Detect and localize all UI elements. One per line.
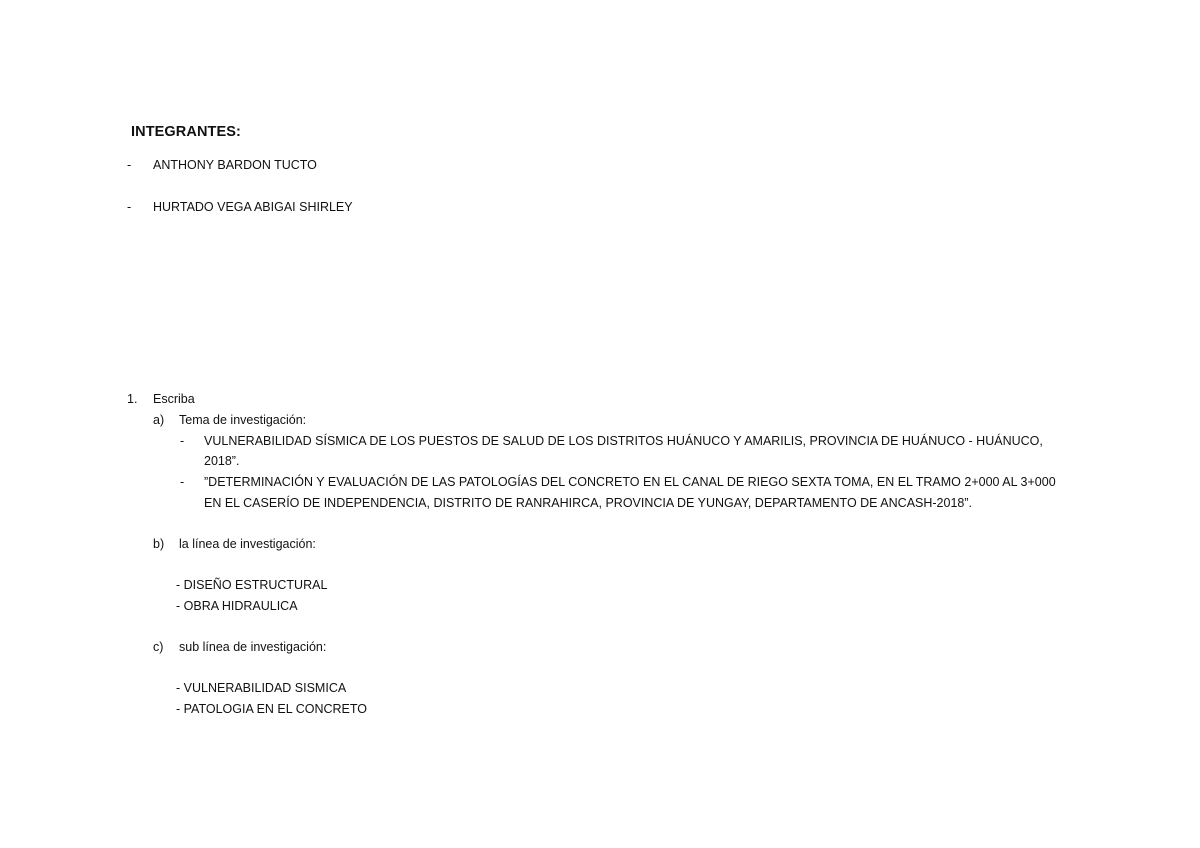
member-dash: -: [127, 158, 132, 172]
subsection-c-label: sub línea de investigación:: [179, 640, 327, 654]
topic-1-line-2: 2018”.: [204, 454, 240, 468]
subsection-b-marker: b): [153, 537, 165, 551]
topic-2-line-2: EN EL CASERÍO DE INDEPENDENCIA, DISTRITO DE RANRAHIRCA, PROVINCIA DE YUNGAY, DEPARTAMENTO DE ANCASH-2018”.: [204, 496, 972, 510]
subsection-b-label: la línea de investigación:: [179, 537, 316, 551]
sub-research-line-item: - VULNERABILIDAD SISMICA: [176, 681, 347, 695]
subsection-a-marker: a): [153, 413, 165, 427]
research-line-item: - DISEÑO ESTRUCTURAL: [176, 578, 328, 592]
topic-1-line-1: VULNERABILIDAD SÍSMICA DE LOS PUESTOS DE SALUD DE LOS DISTRITOS HUÁNUCO Y AMARILIS, PROVINCIA DE HUÁNUCO - HUÁNUCO,: [204, 434, 1043, 448]
subsection-a-label: Tema de investigación:: [179, 413, 307, 427]
member-dash: -: [127, 200, 132, 214]
sub-research-line-item: - PATOLOGIA EN EL CONCRETO: [176, 702, 368, 716]
topic-dash: -: [180, 434, 185, 448]
member-name: HURTADO VEGA ABIGAI SHIRLEY: [153, 200, 353, 214]
member-name: ANTHONY BARDON TUCTO: [153, 158, 317, 172]
research-line-item: - OBRA HIDRAULICA: [176, 599, 298, 613]
subsection-c-marker: c): [153, 640, 164, 654]
question-number: 1.: [127, 392, 138, 406]
integrantes-heading: INTEGRANTES:: [131, 124, 241, 140]
topic-2-line-1: ”DETERMINACIÓN Y EVALUACIÓN DE LAS PATOLOGÍAS DEL CONCRETO EN EL CANAL DE RIEGO SEXTA TOMA, EN EL TRAMO 2+000 AL 3+000: [204, 475, 1056, 489]
question-text: Escriba: [153, 392, 195, 406]
topic-dash: -: [180, 475, 185, 489]
